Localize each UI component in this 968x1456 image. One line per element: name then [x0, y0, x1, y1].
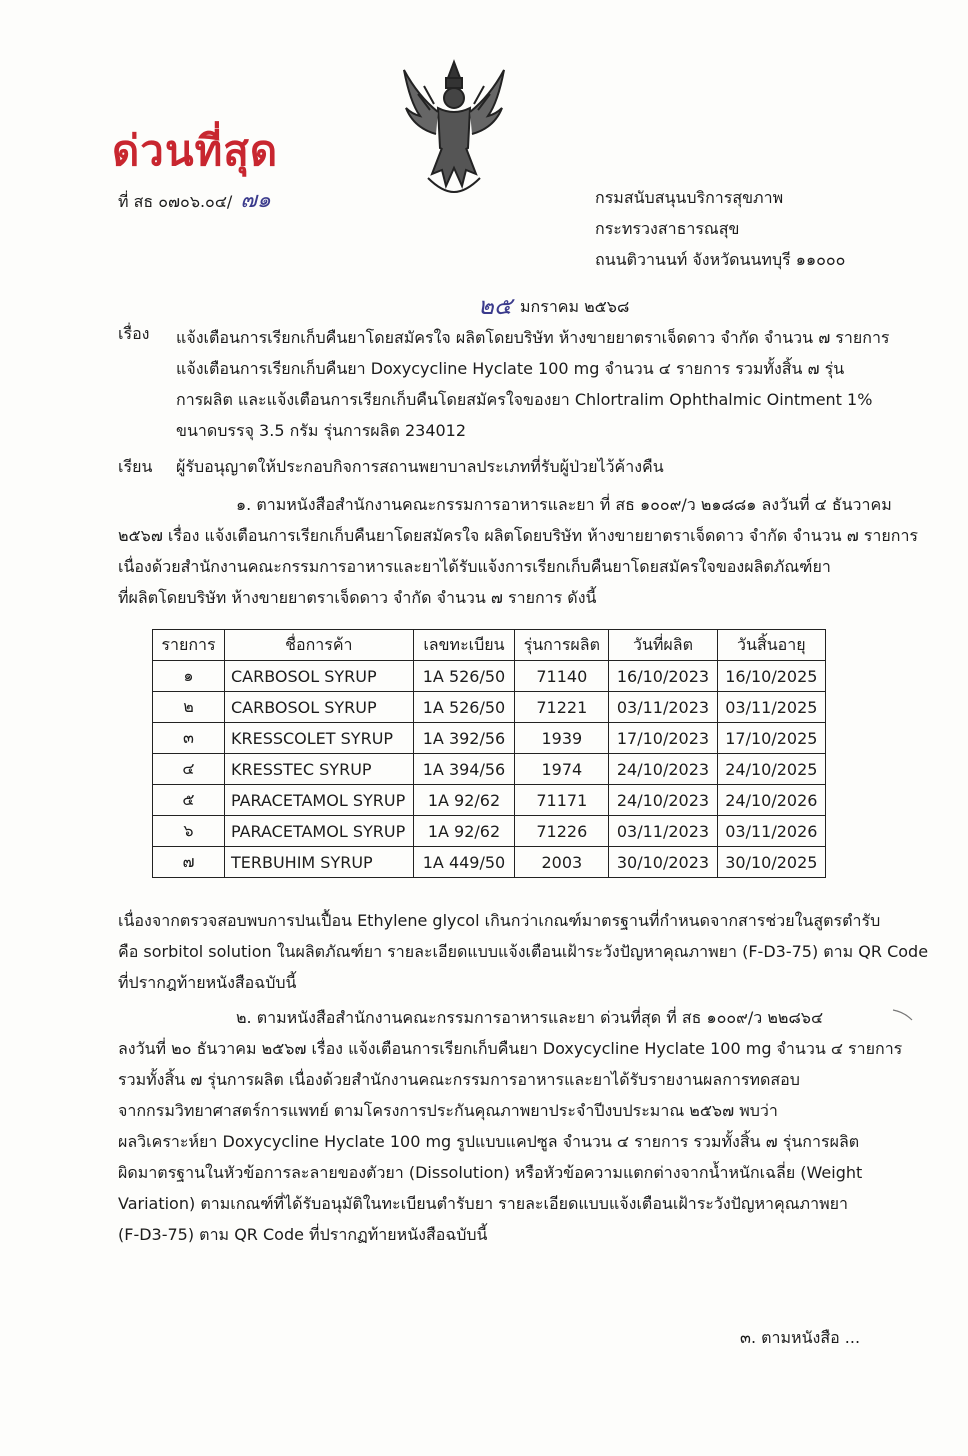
paragraph-line: เนื่องจากตรวจสอบพบการปนเปื้อน Ethylene glycol เกินกว่าเกณฑ์มาตรฐานที่กำหนดจากสารช่วยในสูตรตำรับ [118, 911, 881, 930]
paragraph-line: ๑. ตามหนังสือสำนักงานคณะกรรมการอาหารและยา ที่ สธ ๑๐๐๙/ว ๒๑๘๘๑ ลงวันที่ ๔ ธันวาคม [236, 495, 892, 514]
date-day-handwritten: ๒๕ [478, 292, 512, 320]
cell-lot: 1974 [515, 754, 609, 785]
table-row [153, 785, 826, 816]
cell-reg-no: 1A 449/50 [413, 847, 515, 878]
col-header-reg-no: เลขทะเบียน [413, 630, 515, 661]
cell-item: ๓ [153, 723, 225, 754]
paragraph-line: ๒๕๖๗ เรื่อง แจ้งเตือนการเรียกเก็บคืนยาโดยสมัครใจ ผลิตโดยบริษัท ห้างขายยาตราเจ็ดดาว จำกัด จำนวน ๗ รายการ [118, 526, 919, 545]
cell-lot: 1939 [515, 723, 609, 754]
cell-exp-date: 30/10/2025 [717, 847, 825, 878]
recipient-text: ผู้รับอนุญาตให้ประกอบกิจการสถานพยาบาลประเภทที่รับผู้ป่วยไว้ค้างคืน [176, 457, 664, 476]
paragraph-line: รวมทั้งสิ้น ๗ รุ่นการผลิต เนื่องด้วยสำนักงานคณะกรรมการอาหารและยาได้รับรายงานผลการทดสอบ [118, 1070, 800, 1089]
cell-lot: 71221 [515, 692, 609, 723]
table-row [153, 692, 826, 723]
paragraph-line: ผลวิเคราะห์ยา Doxycycline Hyclate 100 mg รูปแบบแคปซูล จำนวน ๔ รายการ รวมทั้งสิ้น ๗ รุ่นการผลิต [118, 1132, 860, 1151]
paragraph-line: Variation) ตามเกณฑ์ที่ได้รับอนุมัติในทะเบียนตำรับยา รายละเอียดแบบแจ้งเตือนเฝ้าระวังปัญหาคุณภาพยา [118, 1194, 848, 1213]
reference-number-handwritten: ๗๑ [240, 188, 271, 213]
cell-mfg-date: 30/10/2023 [609, 847, 717, 878]
table-header-row [153, 630, 826, 661]
reference-number [118, 182, 271, 217]
subject-line: แจ้งเตือนการเรียกเก็บคืนยา Doxycycline Hyclate 100 mg จำนวน ๔ รายการ รวมทั้งสิ้น ๗ รุ่น [176, 359, 845, 378]
paragraph-line: ที่ปรากฎท้ายหนังสือฉบับนี้ [118, 973, 297, 992]
subject-label: เรื่อง [118, 324, 150, 343]
cell-reg-no: 1A 394/56 [413, 754, 515, 785]
cell-reg-no: 1A 526/50 [413, 661, 515, 692]
cell-trade-name: KRESSTEC SYRUP [224, 754, 413, 785]
cell-mfg-date: 24/10/2023 [609, 754, 717, 785]
cell-trade-name: CARBOSOL SYRUP [224, 661, 413, 692]
cell-mfg-date: 03/11/2023 [609, 816, 717, 847]
cell-item: ๑ [153, 661, 225, 692]
reference-number-text: ที่ สธ ๐๗๐๖.๐๔/ [118, 192, 233, 211]
cell-mfg-date: 17/10/2023 [609, 723, 717, 754]
cell-item: ๔ [153, 754, 225, 785]
paragraph-line: คือ sorbitol solution ในผลิตภัณฑ์ยา รายละเอียดแบบแจ้งเตือนเฝ้าระวังปัญหาคุณภาพยา (F-D3-75) ตาม QR Code [118, 942, 929, 961]
col-header-exp-date: วันสิ้นอายุ [717, 630, 825, 661]
col-header-mfg-date: วันที่ผลิต [609, 630, 717, 661]
paragraph-line: ๒. ตามหนังสือสำนักงานคณะกรรมการอาหารและยา ด่วนที่สุด ที่ สธ ๑๐๐๙/ว ๒๒๘๖๔ [236, 1008, 824, 1027]
cell-lot: 71171 [515, 785, 609, 816]
agency-address [595, 182, 845, 275]
cell-lot: 2003 [515, 847, 609, 878]
cell-lot: 71226 [515, 816, 609, 847]
paragraph-1-continued [118, 905, 928, 998]
cell-exp-date: 16/10/2025 [717, 661, 825, 692]
cell-mfg-date: 03/11/2023 [609, 692, 717, 723]
cell-item: ๗ [153, 847, 225, 878]
paragraph-1 [118, 489, 918, 613]
paragraph-line: ลงวันที่ ๒๐ ธันวาคม ๒๕๖๗ เรื่อง แจ้งเตือนการเรียกเก็บคืนยา Doxycycline Hyclate 100 mg จำนวน ๔ รายการ [118, 1039, 903, 1058]
paragraph-line: (F-D3-75) ตาม QR Code ที่ปรากฏท้ายหนังสือฉบับนี้ [118, 1225, 488, 1244]
date-month-year: มกราคม ๒๕๖๘ [519, 297, 630, 316]
cell-exp-date: 03/11/2026 [717, 816, 825, 847]
subject-line: ขนาดบรรจุ 3.5 กรัม รุ่นการผลิต 234012 [176, 421, 467, 440]
table-row [153, 847, 826, 878]
col-header-trade-name: ชื่อการค้า [224, 630, 413, 661]
cell-item: ๕ [153, 785, 225, 816]
cell-reg-no: 1A 92/62 [413, 816, 515, 847]
agency-line: กระทรวงสาธารณสุข [595, 219, 740, 238]
paragraph-2 [118, 1002, 902, 1250]
agency-line: กรมสนับสนุนบริการสุขภาพ [595, 188, 784, 207]
pen-mark-icon [892, 1008, 914, 1022]
cell-item: ๒ [153, 692, 225, 723]
cell-trade-name: PARACETAMOL SYRUP [224, 785, 413, 816]
agency-line: ถนนติวานนท์ จังหวัดนนทบุรี ๑๑๐๐๐ [595, 250, 846, 269]
cell-trade-name: KRESSCOLET SYRUP [224, 723, 413, 754]
urgency-stamp: ด่วนที่สุด [112, 126, 279, 175]
garuda-emblem-icon [398, 56, 510, 196]
cell-mfg-date: 16/10/2023 [609, 661, 717, 692]
recipient-label: เรียน [118, 457, 153, 476]
cell-trade-name: CARBOSOL SYRUP [224, 692, 413, 723]
cell-reg-no: 1A 92/62 [413, 785, 515, 816]
paragraph-line: ผิดมาตรฐานในหัวข้อการละลายของตัวยา (Dissolution) หรือหัวข้อความแตกต่างจากน้ำหนักเฉลี่ย (Weight [118, 1163, 863, 1182]
cell-mfg-date: 24/10/2023 [609, 785, 717, 816]
table-row [153, 661, 826, 692]
cell-trade-name: PARACETAMOL SYRUP [224, 816, 413, 847]
cell-trade-name: TERBUHIM SYRUP [224, 847, 413, 878]
paragraph-line: เนื่องด้วยสำนักงานคณะกรรมการอาหารและยาได้รับแจ้งการเรียกเก็บคืนยาโดยสมัครใจของผลิตภัณฑ์ยา [118, 557, 831, 576]
cell-exp-date: 24/10/2026 [717, 785, 825, 816]
cell-exp-date: 17/10/2025 [717, 723, 825, 754]
cell-reg-no: 1A 526/50 [413, 692, 515, 723]
paragraph-line: ที่ผลิตโดยบริษัท ห้างขายยาตราเจ็ดดาว จำกัด จำนวน ๗ รายการ ดังนี้ [118, 588, 597, 607]
document-date [478, 286, 629, 325]
table-row [153, 723, 826, 754]
subject-line: แจ้งเตือนการเรียกเก็บคืนยาโดยสมัครใจ ผลิตโดยบริษัท ห้างขายยาตราเจ็ดดาว จำกัด จำนวน ๗ รายการ [176, 328, 890, 347]
paragraph-line: จากกรมวิทยาศาสตร์การแพทย์ ตามโครงการประกันคุณภาพยาประจำปีงบประมาณ ๒๕๖๗ พบว่า [118, 1101, 778, 1120]
recall-table [152, 629, 826, 878]
cell-exp-date: 03/11/2025 [717, 692, 825, 723]
cell-reg-no: 1A 392/56 [413, 723, 515, 754]
table-row [153, 754, 826, 785]
continuation-note: ๓. ตามหนังสือ ... [740, 1328, 861, 1347]
cell-item: ๖ [153, 816, 225, 847]
subject-line: การผลิต และแจ้งเตือนการเรียกเก็บคืนโดยสมัครใจของยา Chlortralim Ophthalmic Ointment 1% [176, 390, 873, 409]
cell-exp-date: 24/10/2025 [717, 754, 825, 785]
cell-lot: 71140 [515, 661, 609, 692]
col-header-item: รายการ [153, 630, 225, 661]
col-header-lot: รุ่นการผลิต [515, 630, 609, 661]
table-row [153, 816, 826, 847]
subject-text [176, 322, 890, 446]
